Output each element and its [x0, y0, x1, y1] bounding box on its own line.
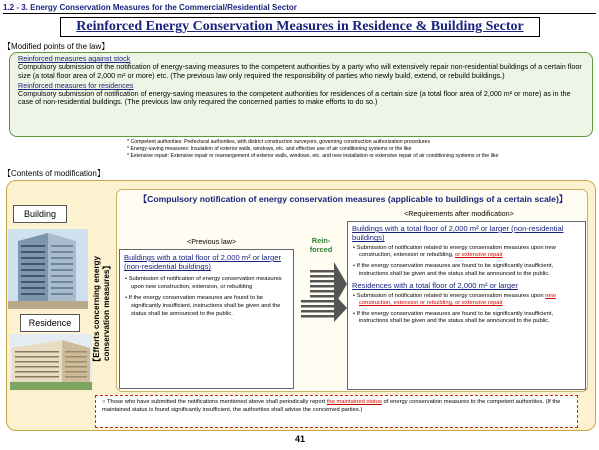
list-item: • Submission of notification of energy conservation measures upon new construction, extension, or rebuilding — [125, 275, 282, 290]
list-item: • Submission of notification related to energy conservation measures upon new construction, extension or rebuilding, or extensive repair — [353, 244, 556, 259]
residence-title: Reinforced measures for residences — [18, 80, 134, 90]
residence-image — [10, 334, 92, 390]
contents-label: 【Contents of modification】 — [3, 169, 105, 178]
page-title: Reinforced Energy Conservation Measures in Residence & Building Sector — [60, 17, 540, 37]
note-item: * Energy-saving measures: Insulation of exterior walls, windows, etc. and effective use of air conditioning systems or the like — [127, 146, 412, 153]
requirements-after-label: <Requirements after modification> — [404, 209, 514, 218]
reinforced-label: Rein-forced — [309, 236, 333, 254]
stock-body: Compulsory submission of the notification of energy-saving measures to the competent authorities by a party who will extensively repair non-residential buildings of a certain floor size (a total floor area of 2,000 m² or more) etc. (The previous law only required the responsibility of parties who newly build, extend, or rebuild buildings.) — [18, 62, 582, 80]
previous-law-label: <Previous law> — [187, 237, 237, 246]
note-item: * Extensive repair: Extensive repair or rearrangement of exterior walls, windows, etc. and new installation or extensive repair of air conditioning systems or the like — [127, 153, 499, 160]
list-item: • If the energy conservation measures are found to be significantly insufficient, instructions shall be given and the status shall be announced to the public. — [353, 263, 554, 277]
section-rule — [3, 13, 596, 14]
residence-body: Compulsory submission of notification of energy-saving measures to the competent authorities for residences of a certain size (a total floor area of 2,000 m² or more) as in the case of non-residential buildings. (The previous law only required the concerned parties to make efforts to do so.) — [18, 89, 571, 107]
note-item: * Competent authorities: Prefectural authorities, with district construction surveyors, governing construction authorization procedures — [127, 139, 431, 145]
after-modification-card — [347, 221, 586, 390]
list-item: • If the energy conservation measures are found to be significantly insufficient, instructions shall be given and the status shall be announced to the public. — [125, 294, 281, 317]
compulsory-notification-title: 【Compulsory notification of energy conservation measures (applicable to buildings of a certain scale)】 — [138, 194, 568, 204]
stock-title: Reinforced measures against stock — [18, 54, 131, 63]
previous-card-heading: Buildings with a total floor of 2,000 m² or larger (non-residential buildings) — [124, 253, 282, 272]
residence-label: Residence — [20, 314, 80, 332]
after-card-heading-buildings: Buildings with a total floor of 2,000 m² or larger (non-residential buildings) — [352, 224, 564, 243]
reinforced-arrow-icon — [296, 248, 348, 338]
page-number: 41 — [294, 434, 305, 444]
modified-points-label: 【Modified points of the law】 — [3, 42, 110, 51]
modified-points-box — [9, 52, 593, 137]
section-heading: 1.2 - 3. Energy Conservation Measures for the Commercial/Residential Sector — [3, 3, 297, 12]
list-item: • If the energy conservation measures are found to be significantly insufficient, instructions shall be given and the status shall be announced to the public. — [353, 310, 554, 325]
after-card-heading-residences: Residences with a total floor of 2,000 m² or larger — [352, 281, 518, 291]
list-item: • Submission of notification related to energy conservation measures upon new construction, extension or rebuilding, or extensive repair — [353, 292, 556, 307]
previous-law-card — [119, 249, 294, 389]
building-label: Building — [13, 205, 67, 223]
periodic-report-note: ○ Those who have submitted the notifications mentioned above shall periodically report the maintained status of energy conservation measures to the competent authorities. (If the maintained status is found significantly insufficient, the authorities shall advise the concerned parties.) — [95, 395, 578, 428]
building-image — [8, 229, 88, 309]
efforts-vertical-label: 【Efforts concerning energy conservation measures】 — [92, 255, 111, 367]
notes — [124, 139, 594, 161]
